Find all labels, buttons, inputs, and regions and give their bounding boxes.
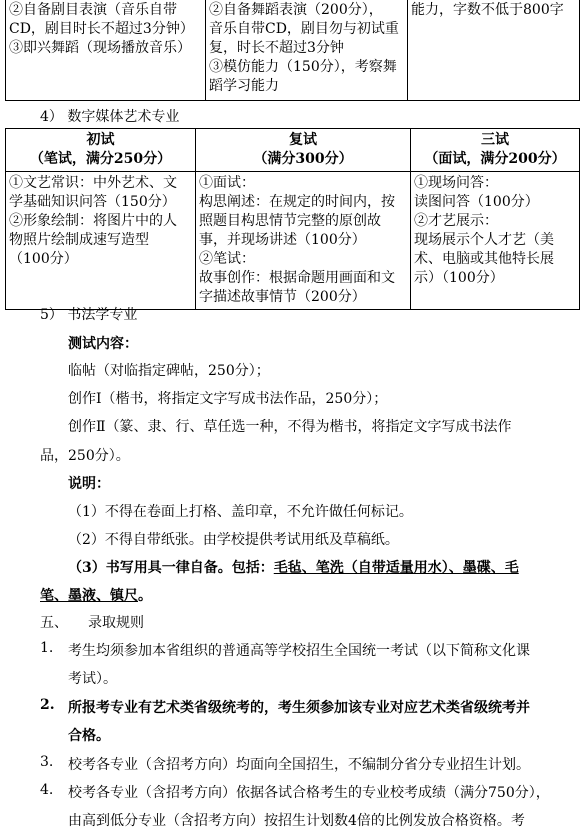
rule-1-line-2: 考试）。 (68, 671, 117, 687)
item-3-cont: 品，250分）。 (40, 448, 130, 464)
note-3 (68, 557, 519, 577)
text-line: ②形象绘制：将图片中的人 (9, 213, 177, 229)
header-title: 三试 (481, 132, 509, 148)
rule-3-line-1: 校考各专业（含招考方向）均面向全国招生，不编制分省分专业招生计划。 (68, 757, 530, 773)
text-line: ①面试： (199, 175, 255, 191)
note-1: （1）不得在卷面上打格、盖印章，不允许做任何标记。 (68, 504, 413, 520)
rule-1-num: 1. (40, 640, 54, 656)
text-line: 事，并现场讲述（100分） (199, 232, 366, 248)
text-line: ③模仿能力（150分），考察舞 (209, 59, 397, 75)
section-4-heading: 4） 数字媒体艺术专业 (40, 109, 180, 125)
text-line: 能力，字数不低于800字 (411, 2, 564, 18)
cell-third-test (411, 172, 580, 310)
section-title: 录取规则 (88, 615, 144, 631)
media-art-table (5, 128, 580, 310)
text-line: ③即兴舞蹈（现场播放音乐） (9, 40, 191, 56)
text-line: 蹈学习能力 (209, 78, 279, 94)
note-3-end: 。 (138, 588, 152, 604)
text-line: 示）（100分） (414, 270, 504, 286)
rule-4-line-2: 由高到低分专业（含招考方向）按招生计划数4倍的比例发放合格资格。考 (68, 813, 525, 829)
header-sub: （笔试，满分250分） (29, 151, 172, 167)
text-line: ②自备舞蹈表演（200分）， (209, 2, 383, 18)
text-line: 学基础知识问答（150分） (9, 194, 176, 210)
text-line: 物照片绘制成速写造型 (9, 232, 149, 248)
text-line: 字描述故事情节（200分） (199, 289, 366, 305)
text-line: CD，剧目时长不超过3分钟） (9, 21, 194, 37)
item-3: 创作Ⅱ（篆、隶、行、草任选一种，不得为楷书，将指定文字写成书法作 (68, 419, 512, 435)
text-line: ①文艺常识：中外艺术、文 (9, 175, 177, 191)
rule-1-line-1: 考生均须参加本省组织的普通高等学校招生全国统一考试（以下简称文化课 (68, 643, 530, 659)
text-line: 故事创作：根据命题用画面和文 (199, 270, 395, 286)
text-line: ②笔试： (199, 251, 255, 267)
top-cell-3 (408, 0, 580, 101)
test-content-label: 测试内容： (68, 336, 138, 352)
text-line: 术、电脑或其他特长展 (414, 251, 554, 267)
header-title: 复试 (289, 132, 317, 148)
header-second-test (196, 129, 411, 172)
text-line: 照题目构思情节完整的原创故 (199, 213, 381, 229)
item-1: 临帖（对临指定碑帖，250分）； (68, 363, 270, 379)
rule-3-num: 3. (40, 754, 54, 770)
note-2: （2）不得自带纸张。由学校提供考试用纸及草稿纸。 (68, 532, 399, 548)
note-label: 说明： (68, 476, 110, 492)
header-title: 初试 (86, 132, 115, 148)
section-five-heading (40, 612, 144, 632)
text-line: （100分） (9, 251, 78, 267)
text-line: 音乐自带CD，剧目勿与初试重 (209, 21, 399, 37)
rule-2-num: 2. (40, 697, 55, 713)
top-table (5, 0, 580, 101)
rule-2-line-2: 合格。 (68, 728, 110, 744)
top-cell-1 (6, 0, 206, 101)
cell-first-test (6, 172, 196, 310)
note-3-cont (40, 585, 152, 605)
text-line: ①现场问答： (414, 175, 498, 191)
cell-second-test (196, 172, 411, 310)
note-3-tools-cont: 笔、墨液、镇尺 (40, 588, 138, 604)
text-line: ②自备剧目表演（音乐自带 (9, 2, 177, 18)
text-line: 构思阐述：在规定的时间内，按 (199, 194, 395, 210)
header-sub: （面试，满分200分） (424, 151, 566, 167)
item-2: 创作Ⅰ（楷书，将指定文字写成书法作品，250分）； (68, 391, 388, 407)
rule-4-num: 4. (40, 782, 54, 798)
text-line: ②才艺展示： (414, 213, 498, 229)
section-number: 五、 (40, 615, 68, 631)
rule-2-line-1: 所报考专业有艺术类省级统考的，考生须参加该专业对应艺术类省级统考并 (68, 700, 530, 716)
text-line: 复，时长不超过3分钟 (209, 40, 344, 56)
header-third-test (411, 129, 580, 172)
header-first-test (6, 129, 196, 172)
note-3-tools: 毛毡、笔洗（自带适量用水）、墨碟、毛 (273, 560, 519, 576)
header-sub: （满分300分） (253, 151, 353, 167)
top-cell-2 (206, 0, 408, 101)
note-3-prefix: （3）书写用具一律自备。包括： (68, 560, 274, 576)
section-5-heading: 5） 书法学专业 (40, 307, 138, 323)
text-line: 读图问答（100分） (414, 194, 539, 210)
text-line: 现场展示个人才艺（美 (414, 232, 554, 248)
rule-4-line-1: 校考各专业（含招考方向）依据各试合格考生的专业校考成绩（满分750分）， (68, 785, 550, 801)
